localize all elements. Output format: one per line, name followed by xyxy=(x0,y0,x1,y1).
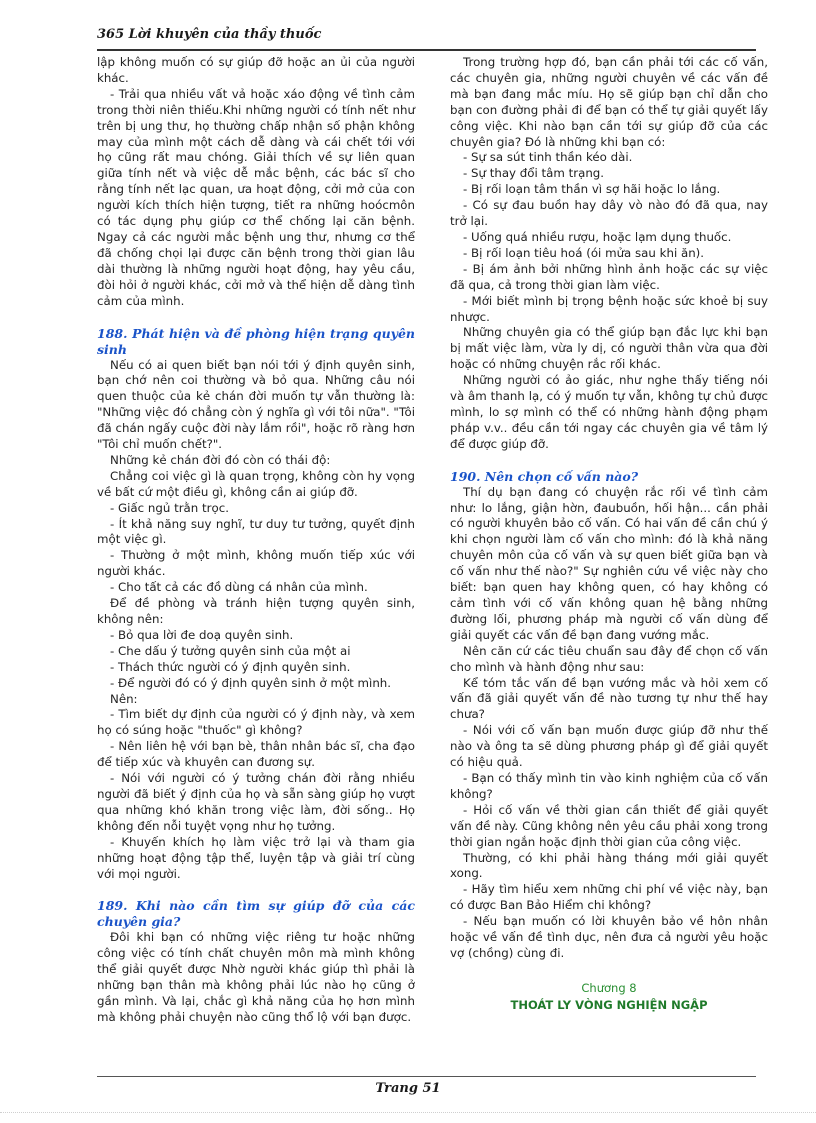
list-item: - Bạn có thấy mình tin vào kinh nghiệm của cố vấn không? xyxy=(450,770,768,801)
list-item: - Uống quá nhiều rượu, hoặc lạm dụng thuốc. xyxy=(463,229,732,244)
list-item: - Thường ở một mình, không muốn tiếp xúc với người khác. xyxy=(97,548,415,579)
list-item: - Bị rối loạn tiêu hoá (ói mửa sau khi ăn). xyxy=(463,245,705,260)
left-column xyxy=(97,55,415,1026)
list-item: - Nói với cố vấn bạn muốn được giúp đỡ như thế nào và ông ta sẽ dùng phương pháp gì để giải quyết có hiệu quả. xyxy=(450,723,768,770)
paragraph: Những người có ảo giác, như nghe thấy tiếng nói và âm thanh lạ, có ý muốn tự vẫn, không tự chủ được mình, lo sợ mình có thể có những hành động phạm pháp v.v.. đều cần tới ngay các chuyên gia về tâm lý để được giúp đỡ. xyxy=(450,373,768,451)
section-heading-189: 189. Khi nào cần tìm sự giúp đỡ của các chuyên gia? xyxy=(97,898,415,930)
paragraph: Nên căn cứ các tiêu chuẩn sau đây để chọn cố vấn cho mình và hành động như sau: xyxy=(450,643,768,674)
running-header: 365 Lời khuyên của thầy thuốc xyxy=(97,27,322,42)
list-item: - Giấc ngủ trằn trọc. xyxy=(110,500,229,515)
page-edge-dots xyxy=(0,1112,816,1113)
list-item: - Sự thay đổi tâm trạng. xyxy=(463,166,605,181)
list-item: - Nên liên hệ với bạn bè, thân nhân bác sĩ, cha đạo để tiếp xúc và khuyên can đương sự. xyxy=(97,739,415,770)
list-item: - Tìm biết dự định của người có ý định này, và xem họ có súng hoặc "thuốc" gì không? xyxy=(97,707,415,738)
chapter-number: Chương 8 xyxy=(581,980,637,995)
list-item: - Sự sa sút tinh thần kéo dài. xyxy=(463,150,633,165)
section-heading-190: 190. Nên chọn cố vấn nào? xyxy=(450,468,639,484)
section-heading-188: 188. Phát hiện và đề phòng hiện trạng quyên sinh xyxy=(97,325,415,357)
paragraph: lập không muốn có sự giúp đỡ hoặc an ủi của người khác. xyxy=(97,55,415,85)
paragraph: Chẳng coi việc gì là quan trọng, không còn hy vọng về bất cứ một điều gì, không cần ai giúp đỡ. xyxy=(97,468,415,499)
list-item: - Che dấu ý tưởng quyên sinh của một ai xyxy=(110,643,351,658)
paragraph: - Trải qua nhiều vất vả hoặc xáo động về tình cảm trong thời niên thiếu.Khi những người có tính nết như trên bị ung thư, họ thường chấp nhận số phận không may của mình một cách dễ dàng và cái chết tới với họ cũng rất mau chóng. Giải thích về sự liên quan giữa tính nết và việc dễ mắc bệnh, các bác sĩ cho rằng tính nết lạc quan, ưa hoạt động, cởi mở của con người kích thích hiện tượng, tiết ra những hoócmôn có tác dụng phụ giúp cơ thể chống lại căn bệnh. Ngay cả các người mắc bệnh ung thư, nhưng cơ thể đã chống chọi lại được căn bệnh trong thời gian lâu dài thường là những người hoạt động, hay yêu cầu, đòi hỏi ở người khác, cởi mở và thể hiện dễ dàng tình cảm của mình. xyxy=(97,86,415,308)
list-item: - Ít khả năng suy nghĩ, tư duy tư tưởng, quyết định một việc gì. xyxy=(97,516,415,547)
chapter-heading xyxy=(450,980,768,1014)
right-column xyxy=(450,55,768,1014)
list-item: - Cho tất cả các đồ dùng cá nhân của mình. xyxy=(110,580,368,595)
paragraph: Những chuyên gia có thể giúp bạn đắc lực khi bạn bị mất việc làm, vừa ly dị, có người thân vừa qua đời hoặc có những chuyện rắc rối khác. xyxy=(450,325,768,372)
header-rule xyxy=(97,49,756,51)
list-item: - Mới biết mình bị trọng bệnh hoặc sức khoẻ bị suy nhược. xyxy=(450,293,768,324)
list-item: - Có sự đau buồn hay dây vò nào đó đã qua, nay trở lại. xyxy=(450,198,768,229)
paragraph: Trong trường hợp đó, bạn cần phải tới các cố vấn, các chuyên gia, những người chuyên về các vấn đề mà bạn đang mắc míu. Họ sẽ giúp bạn chỉ dẫn cho bạn con đường phải đi để bạn có thể tự giải quyết lấy công việc. Khi nào bạn cần tới sự giúp đỡ của các chuyên gia? Đó là những khi bạn có: xyxy=(450,55,768,149)
list-item: - Nếu bạn muốn có lời khuyên bảo về hôn nhân hoặc về vấn đề tình dục, nên đưa cả người yêu hoặc vợ (chồng) cùng đi. xyxy=(450,914,768,960)
paragraph: Kể tóm tắc vấn đề bạn vướng mắc và hỏi xem cố vấn đã giải quyết vấn đề nào tương tự như thế hay chưa? xyxy=(450,675,768,722)
list-item: - Bị ám ảnh bởi những hình ảnh hoặc các sự việc đã qua, cả trong thời gian làm việc. xyxy=(450,261,768,292)
list-item: - Bỏ qua lời đe doạ quyên sinh. xyxy=(110,627,294,642)
paragraph: Những kẻ chán đời đó còn có thái độ: xyxy=(110,452,331,467)
list-item: - Thách thức người có ý định quyên sinh. xyxy=(110,659,351,674)
chapter-title: THOÁT LY VÒNG NGHIỆN NGẬP xyxy=(510,997,708,1012)
list-item: - Hãy tìm hiểu xem những chi phí về việc này, bạn có được Ban Bảo Hiểm chi không? xyxy=(450,882,768,913)
list-item: - Hỏi cố vấn về thời gian cần thiết để giải quyết vấn đề này. Cũng không nên yêu cầu phải xong trong thời gian ngắn hoặc định thời gian của công việc. xyxy=(450,802,768,849)
paragraph: Nếu có ai quen biết bạn nói tới ý định quyên sinh, bạn chớ nên coi thường và bỏ qua. Những câu nói quen thuộc của kẻ chán đời muốn tự vẫn thường là: "Những việc đó chẳng còn ý nghĩa gì với tôi nữa". "Tôi đã chán ngấy cuộc đời này lắm rồi", hoặc rõ ràng hơn "Tôi chỉ muốn chết?". xyxy=(97,357,415,452)
paragraph: Nên: xyxy=(110,691,138,706)
paragraph: Để đề phòng và tránh hiện tượng quyên sinh, không nên: xyxy=(97,596,415,626)
footer-rule xyxy=(97,1076,756,1077)
list-item: - Bị rối loạn tâm thần vì sợ hãi hoặc lo lắng. xyxy=(463,182,721,197)
paragraph: Thí dụ bạn đang có chuyện rắc rối về tình cảm như: lo lắng, giận hờn, đaubuồn, hối hận... cần phải có người khuyên bảo cố vấn. Có hai vấn đề cần chú ý khi chọn người làm cố vấn cho mình: đó là khả năng chuyên môn của cố vấn và sự quen biết giữa bạn và cố vấn như thế nào?" Sự nghiên cứu về việc này cho biết: bạn quen hay không quen, có hay không có cảm tình với cố vấn không quan hệ bằng những đường lối, phương pháp mà người cố vấn dùng để giải quyết các vấn đề bạn đang vướng mắc. xyxy=(450,484,768,642)
list-item: - Để người đó có ý định quyên sinh ở một mình. xyxy=(110,675,392,690)
paragraph: Thường, có khi phải hàng tháng mới giải quyết xong. xyxy=(450,850,768,881)
list-item: - Nói với người có ý tưởng chán đời rằng nhiều người đã biết ý định của họ và sẵn sàng giúp họ vượt qua những khó khăn trong việc làm, đời sống.. Họ không đến nỗi tuyệt vọng như họ tưởng. xyxy=(97,771,415,833)
paragraph: Đôi khi bạn có những việc riêng tư hoặc những công việc có tính chất chuyên môn mà mình không thể giải quyết được Nhờ người khác giúp thì phải là những bạn thân mà không phải lúc nào họ cũng ở gần mình. Và lại, chắc gì khả năng của họ hơn mình mà không phải chuyện nào cũng thổ lộ với bạn được. xyxy=(97,930,415,1024)
page-number: Trang 51 xyxy=(375,1081,441,1096)
list-item: - Khuyến khích họ làm việc trở lại và tham gia những hoạt động tập thể, luyện tập và giải trí cùng với mọi người. xyxy=(97,834,415,881)
